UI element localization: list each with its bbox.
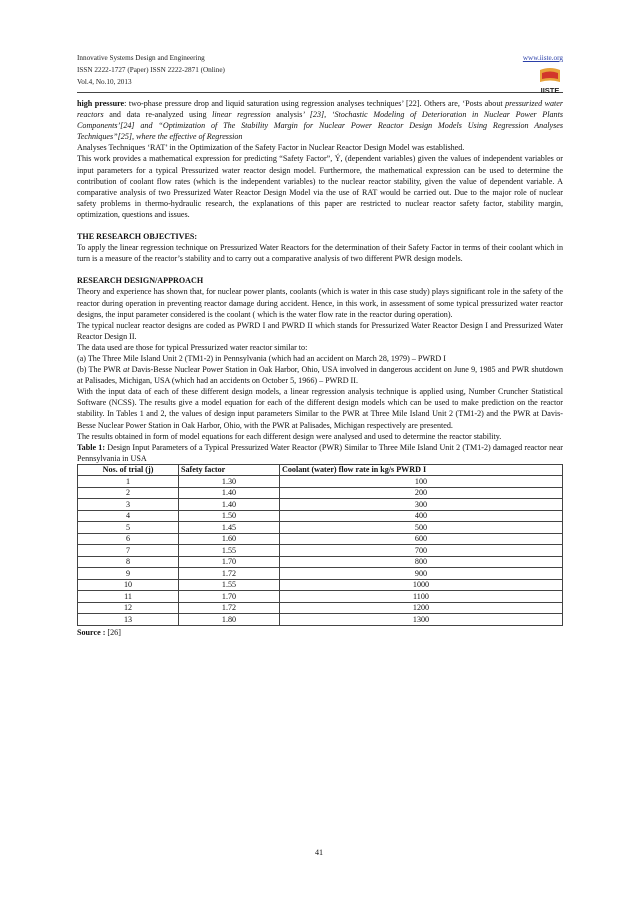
- table-cell: 300: [280, 499, 563, 511]
- page-number: 41: [314, 848, 324, 857]
- table-cell: 1.55: [179, 579, 280, 591]
- table-row: [78, 545, 563, 557]
- table-cell: 1.30: [179, 476, 280, 488]
- table-row: [78, 510, 563, 522]
- page-content: [77, 52, 563, 638]
- table-cell: 1.40: [179, 499, 280, 511]
- table-cell: 1.45: [179, 522, 280, 534]
- table-cell: 1300: [280, 614, 563, 626]
- table-cell: 6: [78, 533, 179, 545]
- list-item: (b) The PWR at Davis-Besse Nuclear Power Station in Oak Harbor, Ohio, USA involved in dangerous accident on June 9, 1985 and PWR shutdown at Palisades, Michigan, USA (which had an accidents on October 5, 1966) – PWRD II.: [77, 365, 564, 386]
- table-cell: 9: [78, 568, 179, 580]
- table-row: [78, 579, 563, 591]
- journal-name: Innovative Systems Design and Engineering: [77, 54, 205, 62]
- paragraph: The typical nuclear reactor designs are coded as PWRD I and PWRD II which stands for Pressurized Water Reactor Design I and Pressurized Water Reactor Design II.: [77, 320, 563, 341]
- table-cell: 4: [78, 510, 179, 522]
- section-heading: THE RESEARCH OBJECTIVES:: [77, 232, 198, 242]
- table-cell: 1.50: [179, 510, 280, 522]
- table-cell: 1.40: [179, 487, 280, 499]
- table-cell: 1.55: [179, 545, 280, 557]
- paragraph: With the input data of each of these different design models, a linear regression analysis technique is applied using, Number Cruncher Statistical Software (NCSS). The results give a model equation for each of the different design models which can be used to make prediction on the reactor stability. In Tables 1 and 2, the values of design input parameters Similar to the PWR at Three Mile Island Unit 2 (TM1-2) and the PWR at Davis-Besse Nuclear Power Station in Oak Harbor, Ohio, with the PWR at Palisades, Michigan respectively are presented.: [77, 387, 563, 430]
- table-cell: 7: [78, 545, 179, 557]
- paragraph: The results obtained in form of model equations for each different design were analysed and used to determine the reactor stability.: [77, 431, 502, 441]
- table-header-row: [78, 464, 563, 476]
- table-cell: 1200: [280, 602, 563, 614]
- table-cell: 400: [280, 510, 563, 522]
- table-row: [78, 522, 563, 534]
- table-cell: 1.70: [179, 556, 280, 568]
- table-source: Source : [26]: [77, 627, 121, 637]
- table-cell: 1: [78, 476, 179, 488]
- column-header: Nos. of trial (j): [78, 464, 179, 476]
- paragraph: The data used are those for typical Pressurized water reactor similar to:: [77, 342, 308, 352]
- table-cell: 11: [78, 591, 179, 603]
- header-rule: [77, 92, 563, 93]
- table-row: [78, 487, 563, 499]
- table-row: [78, 602, 563, 614]
- table-cell: 1100: [280, 591, 563, 603]
- iiste-logo: [537, 68, 563, 98]
- table-cell: 100: [280, 476, 563, 488]
- table-row: [78, 568, 563, 580]
- list-item: (a) The Three Mile Island Unit 2 (TM1-2) in Pennsylvania (which had an accident on March 28, 1979) – PWRD I: [77, 353, 446, 363]
- table-cell: 10: [78, 579, 179, 591]
- table-row: [78, 556, 563, 568]
- table-cell: 12: [78, 602, 179, 614]
- paragraph: This work provides a mathematical expression for predicting “Safety Factor”, Ý, (dependent variables) given the values of independent variables or input parameters for a typical Pressurized water reactor design model. Furthermore, the mathematical expression can be used to determine the contribution of coolant flow rates (which is the independent variables) to the nuclear reactor stability, given the value of dependent variable. A comparative analysis of two Pressurized Water Reactor Design Model via the use of RAT would be carried out. Due to the major role of nuclear safety problems in thermo-hydraulic research, the explanations of this paper are restricted to nuclear reactor safety factor, stability margin, optimization, questions and issues.: [77, 154, 563, 219]
- journal-url-link[interactable]: www.iiste.org: [522, 54, 563, 62]
- table-cell: 2: [78, 487, 179, 499]
- table-cell: 700: [280, 545, 563, 557]
- table-row: [78, 476, 563, 488]
- paragraph: To apply the linear regression technique on Pressurized Water Reactors for the determination of their Safety Factor in terms of their coolant which in turn is a measure of the reactor’s stability and to carry out a comparative analysis of two different PWR design models.: [77, 243, 563, 264]
- table-row: [78, 614, 563, 626]
- table-cell: 800: [280, 556, 563, 568]
- table-cell: 1.70: [179, 591, 280, 603]
- table-cell: 200: [280, 487, 563, 499]
- data-table: [77, 464, 563, 626]
- table-row: [78, 533, 563, 545]
- paragraph: Analyses Techniques ‘RAT’ in the Optimization of the Safety Factor in Nuclear Reactor Design Model was established.: [77, 143, 465, 153]
- table-cell: 900: [280, 568, 563, 580]
- table-cell: 3: [78, 499, 179, 511]
- column-header: Coolant (water) flow rate in kg/s PWRD I: [280, 464, 563, 476]
- table-cell: 5: [78, 522, 179, 534]
- table-cell: 1.72: [179, 602, 280, 614]
- paragraph: high pressure: two-phase pressure drop and liquid saturation using regression analyses techniques’ [22]. Others are, ‘Posts about pressurized water reactors and data re-analyzed using linear regression analysis’ [23], ‘Stochastic Modeling of Deterioration in Nuclear Power Plants Components’[24] and “Optimization of The Stability Margin for Nuclear Power Reactor Design Models Using Regression Analyses Techniques”[25], where the effective of Regression: [77, 99, 564, 142]
- table-cell: 1.80: [179, 614, 280, 626]
- column-header: Safety factor: [179, 464, 280, 476]
- table-cell: 1.60: [179, 533, 280, 545]
- table-cell: 1000: [280, 579, 563, 591]
- table-row: [78, 591, 563, 603]
- section-heading: RESEARCH DESIGN/APPROACH: [77, 276, 204, 286]
- table-caption: Table 1: Design Input Parameters of a Typical Pressurized Water Reactor (PWR) Similar to Three Mile Island Unit 2 (TM1-2) damaged reactor near Pennsylvania in USA: [77, 442, 563, 463]
- table-cell: 1.72: [179, 568, 280, 580]
- article-body: [77, 98, 563, 464]
- volume-line: Vol.4, No.10, 2013: [77, 78, 132, 86]
- table-cell: 13: [78, 614, 179, 626]
- logo-text: IISTE: [540, 86, 560, 95]
- issn-line: ISSN 2222-1727 (Paper) ISSN 2222-2871 (Online): [77, 66, 225, 74]
- paragraph: Theory and experience has shown that, for nuclear power plants, coolants (which is water in this case study) plays significant role in the safety of the reactor during operation in preventing reactor damage during accident. Hence, in this work, in assessment of some typical pressurized water reactor designs, the input parameter considered is the coolant ( which is the water flow rate in the reactor during operation).: [77, 287, 563, 319]
- table-cell: 600: [280, 533, 563, 545]
- table-cell: 500: [280, 522, 563, 534]
- running-header: [77, 52, 563, 95]
- table-cell: 8: [78, 556, 179, 568]
- table-row: [78, 499, 563, 511]
